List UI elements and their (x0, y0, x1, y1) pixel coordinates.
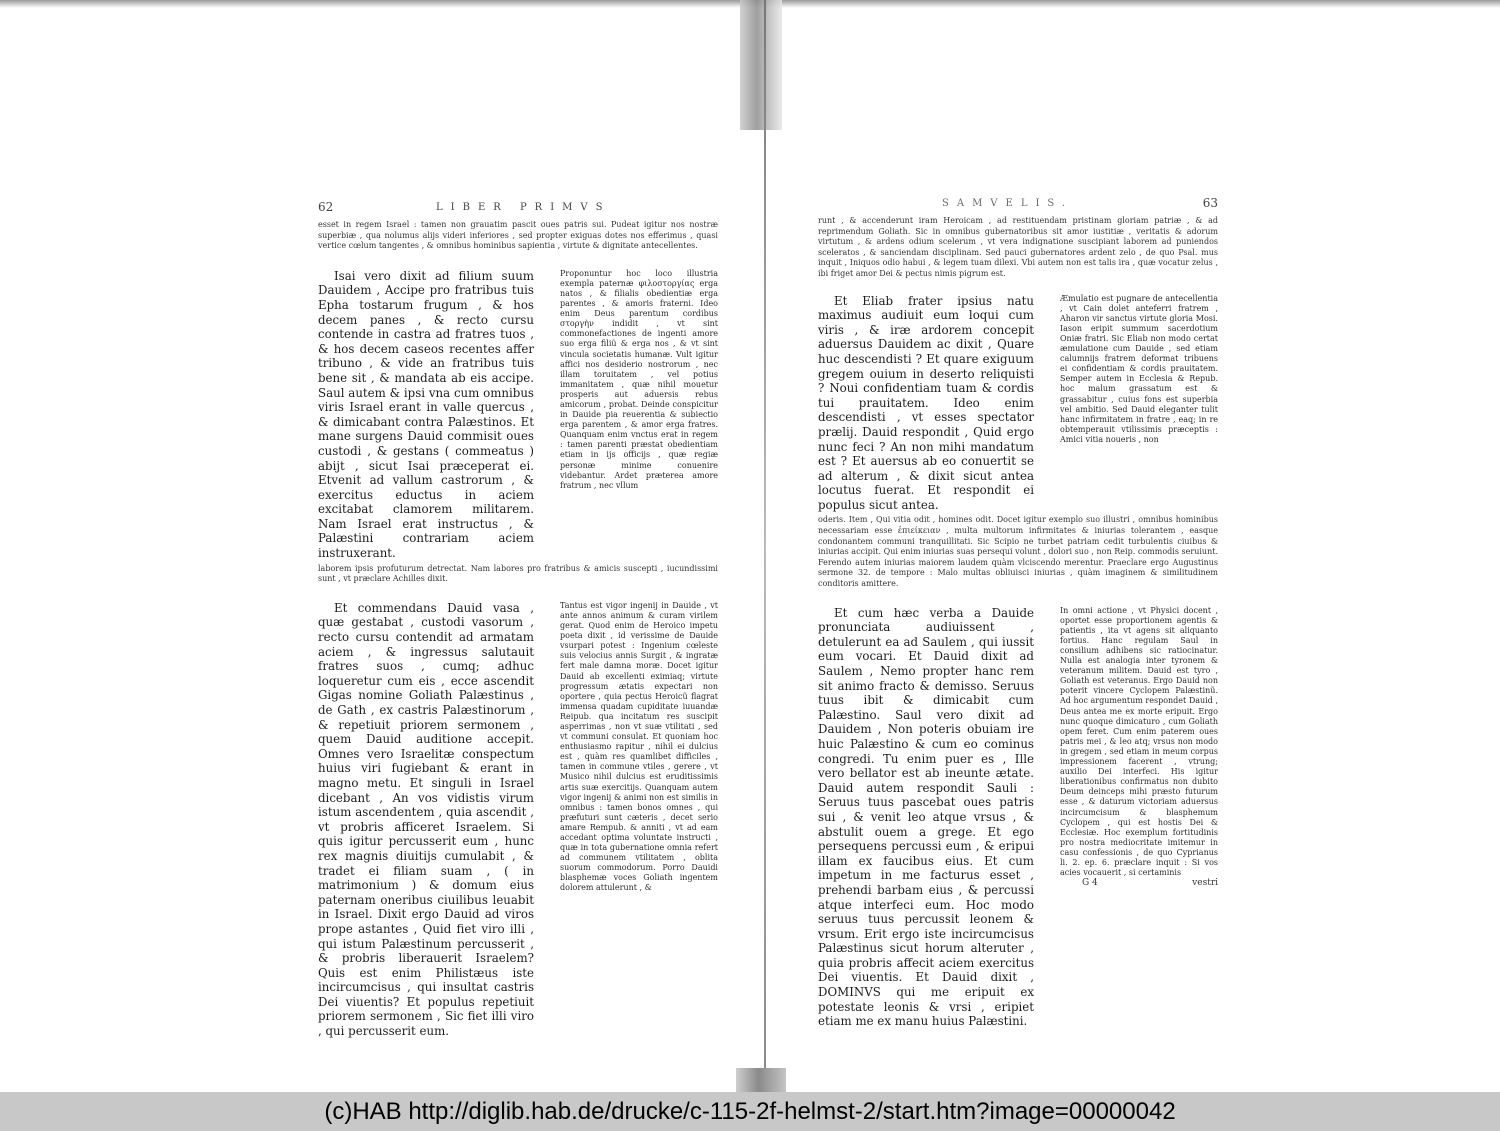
left-main-text-2: Et commendans Dauid vasa , quæ gestabat , custodi vasorum , recto cursu contendit ad armatam aciem , & ingressus salutauit fratres suos , cumq; adhuc loqueretur cum eis , ecce ascendit Gigas nomine Goliath Palæstinus , de Gath , ex castris Palæstinorum , & repetiuit priorem sermonem , quem Dauid auditione accepit. Omnes vero Israelitæ conspectum huius viri fugiebant & erant in magno metu. Et singuli in Israel dicebant , An vos vidistis virum istum ascendentem , quia ascendit , vt probris afficeret Israelem. Si quis igitur percusserit eum , hunc rex magnis diuitijs cumulabit , & tradet ei filiam suam , ( in matrimonium ) & domum eius paternam oneribus ciuilibus leuabit in Israel. Dixit ergo Dauid ad viros prope astantes , Quid fiet viro illi , qui istum Palæstinum percusserit , & probris liberauerit Israelem? Quis est enim Philistæus iste incircumcisus , qui insultat castris Dei viuentis? Et populus repetiuit priorem sermonem , Sic fiet illi viro , qui percusserit eum. (318, 600, 534, 1039)
right-commentary-1-continued: oderis. Item , Qui vitia odit , homines odit. Docet igitur exemplo suo illustri , omnibus hominibus necessariam esse ἐπιείκειαν , multa multorum infirmitates & iniurias tolerantem , easque condonantem communi tranquillitati. Sic Scipio ne turbet patriam cedit turbulentis ciuibus & iniurias accipit. Qui enim iniurias suas persequi volunt , dolori suo , non Reip. commodis seruiunt. Ferendo autem iniurias maiorem laudem quàm vlciscendo merentur. Praeclare ergo Augustinus sermone 32. de tempore : Malo multas obliuisci iniurias , quàm imaginem & similitudinem conditoris amittere. (818, 515, 1218, 589)
right-running-title: SAMVELIS. (942, 198, 1074, 209)
left-commentary-1: Proponuntur hoc loco illustria exempla paternæ φιλοστοργίας erga natos , & filialis obedientiæ erga parentes , & amoris fraterni. Ideo enim Deus parentum cordibus στοργὴν indidit , vt sint commonefactiones de ingenti amore suo erga filiũ & erga nos , & vt sint vincula societatis humanæ. Vult igitur affici nos desiderio nostrorum , nec illam toruitatem , vel potius immanitatem , quæ nihil mouetur prosperis aut aduersis rebus amicorum , probat. Deinde conspicitur in Dauide pia reuerentia & subiectio erga parentem , & amor erga fratres. Quanquam enim vnctus erat in regem : tamen parenti præstat obedientiam etiam in ijs officijs , quæ regiæ personæ minime conuenire videbantur. Ardet præterea amore fratrum , nec vllum (560, 268, 718, 490)
left-section-1 (318, 269, 718, 561)
right-top-commentary: runt , & accenderunt iram Heroicam , ad restituendam pristinam gloriam patriæ , & ad reprimendum Goliath. Sic in omnibus gubernatoribus sit amor iustitiæ , veritatis & adorum virtutum , & ardens odium scelerum , vt vera indignatione suscipiant laborem ad puniendos sceleratos , & sanciendam disciplinam. Sed pauci gubernatores ardent zelo , de quo Psal. mus inquit , Iniquos odio habui , & legem tuam dilexi. Vbi autem non est talis ira , quæ vocatur zelus , ibi friget amor Dei & pectus nimis pigrum est. (818, 216, 1218, 278)
book-spine-shadow-top (740, 0, 782, 130)
left-running-title: LIBER PRIMVS (436, 202, 611, 213)
right-main-text-2: Et cum hæc verba a Dauide pronunciata audiuissent , detulerunt ea ad Saulem , qui iussit eum vocari. Et Dauid dixit ad Saulem , Nemo propter hanc rem sit animo fracto & demisso. Seruus tuus ibit & dimicabit cum Palæstino. Saul vero dixit ad Dauidem , Non poteris obuiam ire huic Palæstino & cum eo cominus congredi. Tu enim puer es , Ille vero bellator est ab ineunte ætate. Dauid autem respondit Sauli : Seruus tuus pascebat oues patris sui , & venit leo atque vrsus , & abstulit ouem a grege. Et ego persequens percussi eum , & eripui illam ex faucibus eius. Et cum impetum in me facturus esset , prehendi barbam eius , & percussi atque interfeci eum. Hoc modo seruus tuus percussit leonem & vrsum. Erit ergo iste incircumcisus Palæstinus sicut horum alteruter , quia probris affecit aciem exercitus Dei viuentis. Et Dauid dixit , DOMINVS qui me eripuit ex potestate leonis & vrsi , eripiet etiam me ex manu huius Palæstini. (818, 605, 1034, 1029)
left-page-header (318, 200, 718, 216)
left-section-2 (318, 601, 718, 1039)
left-top-commentary: esset in regem Israel : tamen non grauatim pascit oues patris sui. Pudeat igitur nos nostræ superbiæ , qua nolumus alijs videri inferiores , sed propter exiguas dotes nos efferimus , quasi vertice cœlum tangentes , & omnibus hominibus sapientia , virtute & dignitate antecellentes. (318, 220, 718, 251)
right-commentary-2-block (1060, 606, 1218, 1029)
right-page-header (818, 196, 1218, 212)
left-commentary-2: Tantus est vigor ingenij in Dauide , vt ante annos animum & curam virilem gerat. Quod enim de Heroico impetu poeta dixit , id verissime de Dauide vsurpari potest : Ingenium cœleste suis velocius annis Surgit , & ingratæ fert male damna moræ. Docet igitur Dauid ab excellenti eximiaq; virtute progressum ætatis expectari non oportere , quia pectus Heroicũ flagrat immensa quadam cupiditate iuuandæ Reipub. qua incitatum res suscipit asperrimas , non vt suæ vtilitati , sed vt communi consulat. Et quoniam hoc enthusiasmo rapitur , nihil ei dulcius est , quàm res quamlibet difficiles , tamen in commune vtiles , gerere , vt Musico nihil dulcius est eruditissimis artis suæ exercitijs. Quanquam autem vigor ingenij & animi non est similis in omnibus : tamen bonos omnes , qui præfuturi sunt cæteris , decet serio amare Rempub. & anniti , vt ad eam accedant optima voluntate instructi , quæ in tota gubernatione omnia refert ad communem vtilitatem , oblita suorum commodorum. Porro Dauidi blasphemæ voces Goliath ingentem dolorem attulerunt , & (560, 600, 718, 893)
left-commentary-1-continued: laborem ipsis profuturum detrectat. Nam labores pro fratribus & amicis suscepti , iucundissimi sunt , vt præclare Achilles dixit. (318, 563, 718, 584)
right-page-footer-marks (1060, 878, 1218, 890)
right-section-2 (818, 606, 1218, 1029)
left-page-number: 62 (318, 200, 334, 214)
right-page-number: 63 (1202, 196, 1218, 210)
catchword: vestri (1192, 878, 1218, 889)
right-commentary-1: Æmulatio est pugnare de antecellentia , vt Cain dolet anteferri fratrem , Aharon vir sanctus virtute gloria Mosi. Iason eripit summum sacerdotium Oniæ fratri. Sic Eliab non modo certat æmulatione cum Dauide , sed etiam calumnijs fratrem deformat tribuens ei confidentiam & cordis prauitatem. Semper autem in Ecclesia & Repub. hoc malum grassatum est & grassabitur , cuius fons est superbia vel ambitio. Sed Dauid eleganter tulit hanc infirmitatem in fratre , eaq; in re obtemperauit vtilissimis præceptis : Amici vitia noueris , non (1060, 293, 1218, 444)
left-main-text-1: Isai vero dixit ad filium suum Dauidem , Accipe pro fratribus tuis Epha tostarum frugum , & hos decem panes , & recto cursu contende in castra ad fratres tuos , & hos decem caseos recentes affer tribuno , & vide an fratribus tuis bene sit , & mandata ab eis accipe. Saul autem & ipsi vna cum omnibus viris Israel erant in valle quercus , & dimicabant contra Palæstinos. Et mane surgens Dauid commisit oues custodi , & gestans ( commeatus ) abijt , sicut Isai præceperat ei. Etvenit ad vallum castrorum , & exercitus eductus in aciem excitabat clamorem militarem. Nam Israel erat instructus , & Palæstini contrariam aciem instruxerant. (318, 268, 534, 561)
page-gutter (764, 0, 766, 1092)
right-commentary-2: In omni actione , vt Physici docent , oportet esse proportionem agentis & patientis , ita vt agens sit aliquanto fortius. Hanc regulam Saul in consilium adhibens sic ratiocinatur. Nulla est analogia inter tyronem & veteranum militem. Dauid est tyro , Goliath est veteranus. Ergo Dauid non poterit vincere Cyclopem Palæstinũ. Ad hoc argumentum respondet Dauid , Deus antea me ex morte eripuit. Ergo nunc quoque dimicaturo , cum Goliath opem feret. Cum enim paterem oues patris mei , & leo atq; vrsus non modo in gregem , sed etiam in meum corpus impressionem facerent , vtrung; auxilio Dei interfeci. His igitur liberationibus confirmatus non dubito Deum deinceps mihi præsto futurum esse , & daturum victoriam aduersus incircumcisum & blasphemum Cyclopem , qui est hostis Dei & Ecclesiæ. Hoc exemplum fortitudinis pro nostra mediocritate imitemur in casu confessionis , de quo Cyprianus li. 2. ep. 6. præclare inquit : Si vos acies vocauerit , si certaminis (1060, 605, 1218, 878)
right-section-1 (818, 294, 1218, 513)
book-spine-shadow-bottom (736, 1068, 786, 1092)
right-main-text-1: Et Eliab frater ipsius natu maximus audiuit eum loqui cum viris , & iræ ardorem concepit aduersus Dauidem ac dixit , Quare huc descendisti ? Et quare exiguum gregem ouium in deserto reliquisti ? Noui confidentiam tuam & cordis tui prauitatem. Ideo enim descendisti , vt esses spectator prælij. Dauid respondit , Quid ergo nunc feci ? An non mihi mandatum est ? Et auersus ab eo conuertit se ad alterum , & dixit sicut antea locutus fuerat. Et respondit ei populus sicut antea. (818, 293, 1034, 512)
signature-mark: G 4 (1082, 878, 1098, 889)
right-page (818, 196, 1218, 1029)
left-page (318, 200, 718, 1039)
copyright-url-footer: (c)HAB http://diglib.hab.de/drucke/c-115-2f-helmst-2/start.htm?image=00000042 (0, 1092, 1500, 1131)
